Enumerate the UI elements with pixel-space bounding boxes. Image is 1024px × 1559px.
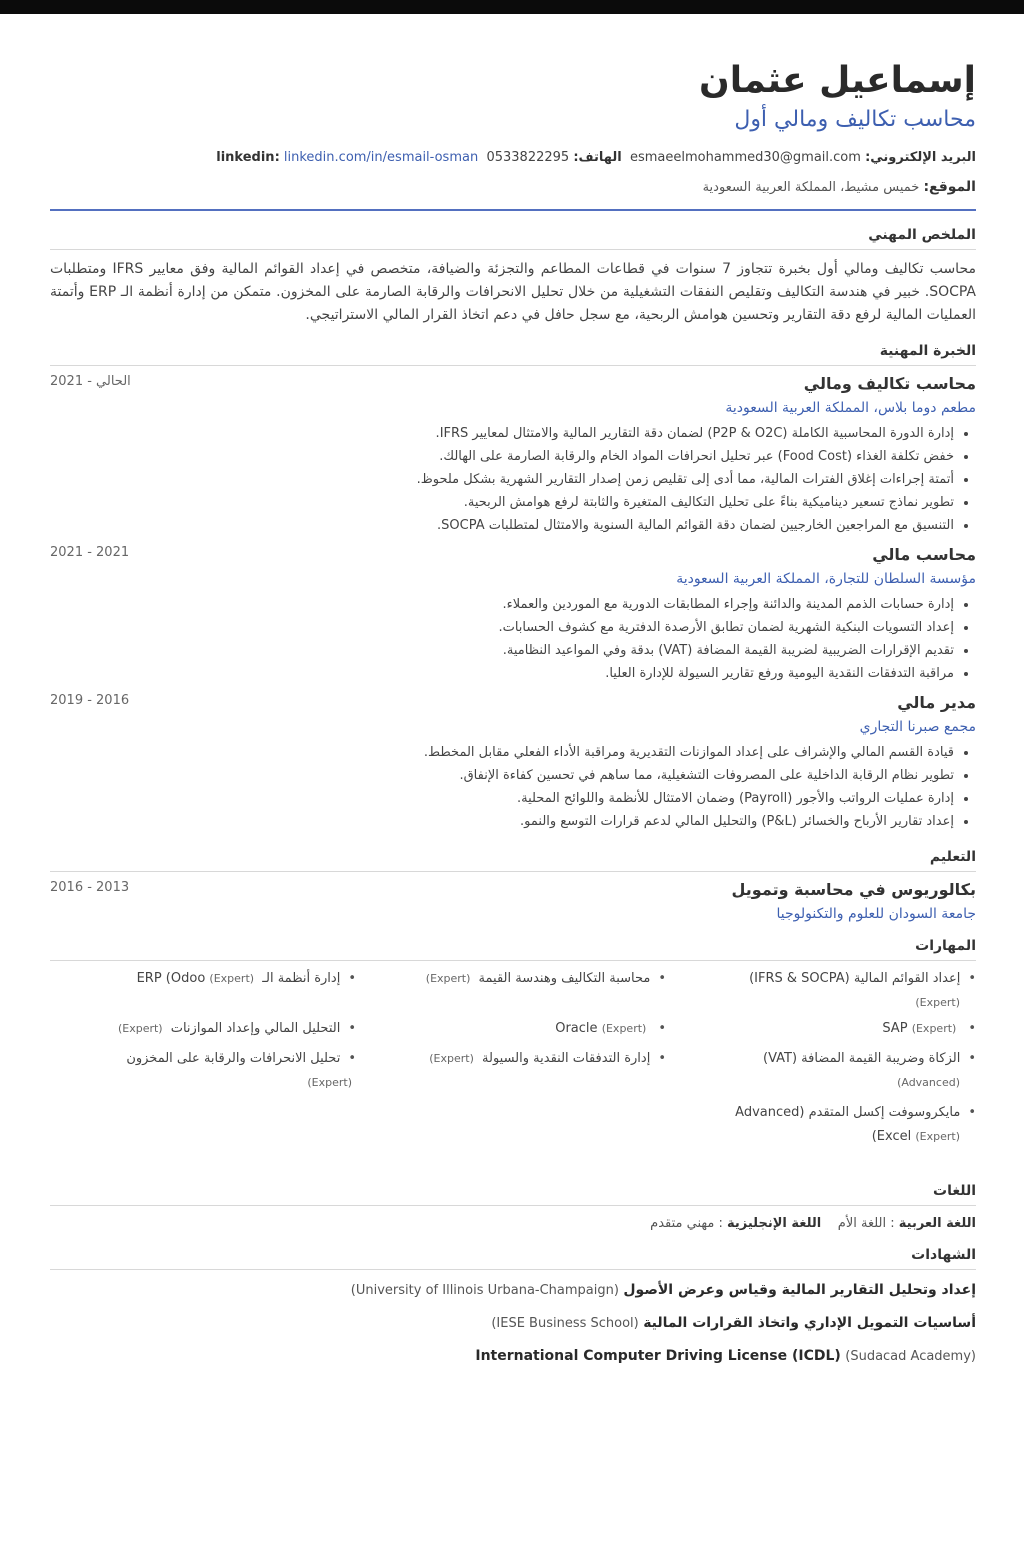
job-bullets [50,422,976,537]
list-item: • إعداد التسويات البنكية الشهرية لضمان تطابق الأرصدة الدفترية مع كشوف الحسابات. [50,616,954,639]
certificate-source: (University of Illinois Urbana-Champaign) [350,1283,619,1298]
list-item: • أتمتة إجراءات إغلاق الفترات المالية، مما أدى إلى تقليص زمن إصدار التقارير الشهرية بشكل ملحوظ. [50,468,954,491]
skill-name: إعداد القوائم المالية (IFRS & SOCPA) [749,971,961,986]
experience-heading: الخبرة المهنية [50,343,976,366]
linkedin-label: linkedin: [216,150,280,165]
job-entry [50,374,976,537]
certificate-source: (Sudacad Academy) [845,1349,976,1364]
certificate-name: International Computer Driving License (ICDL) [475,1348,841,1364]
job-entry [50,545,976,685]
skill-level: (Expert) [117,1022,163,1035]
candidate-name: إسماعيل عثمان [698,60,976,101]
list-item: • قيادة القسم المالي والإشراف على إعداد الموازنات التقديرية ومراقبة الأداء الفعلي مقابل المخطط. [50,741,954,764]
top-black-bar [0,0,1024,14]
location-row [50,179,976,195]
skill-item: •الزكاة وضريبة القيمة المضافة (VAT) (Advanced) [762,1051,976,1089]
job-bullets [50,593,976,685]
list-item: • تقديم الإقرارات الضريبية لضريبة القيمة المضافة (VAT) بدقة وفي المواعيد النظامية. [50,639,954,662]
school-name: جامعة السودان للعلوم والتكنولوجيا [776,906,976,922]
linkedin-link[interactable]: linkedin.com/in/esmail-osman [283,150,479,165]
skill-item: •مايكروسوفت إكسل المتقدم (Advanced (Expert) Excel) [735,1105,976,1144]
job-bullets [50,741,976,833]
skill-name: التحليل المالي وإعداد الموازنات [170,1021,341,1036]
phone-value[interactable]: 0533822295 [486,150,570,165]
skill-level: (Expert) [307,1076,352,1089]
list-item: • إعداد تقارير الأرباح والخسائر (P&L) والتحليل المالي لدعم قرارات التوسع والنمو. [50,810,954,833]
job-role: محاسب تكاليف ومالي [803,374,976,393]
location-label: الموقع: [923,179,976,195]
skill-level: (Expert) [915,996,960,1009]
skill-item: •التحليل المالي وإعداد الموازنات (Expert) [117,1021,356,1036]
certificate-item [50,1344,976,1369]
job-entry [50,693,976,833]
list-item: • إدارة عمليات الرواتب والأجور (Payroll) وضمان الامتثال للأنظمة واللوائح المحلية. [50,787,954,810]
skill-name: تحليل الانحرافات والرقابة على المخزون [126,1051,341,1066]
english-level: : مهني متقدم [650,1216,723,1231]
phone-label: الهاتف: [573,150,622,165]
skill-level: (Expert) [911,1022,957,1035]
skill-name: محاسبة التكاليف وهندسة القيمة [478,971,651,986]
certificates-heading: الشهادات [50,1247,976,1270]
summary-text: محاسب تكاليف ومالي أول بخبرة تتجاوز 7 سنوات في قطاعات المطاعم والتجزئة والضيافة، متخصص في إعداد القوائم المالية وفق معايير IFRS ومتطلبات SOCPA. خبير في هندسة التكاليف وتقليص النفقات التشغيلية من خلال تحليل الانحرافات والرقابة الصارمة على المخزون. متمكن من إدارة أنظمة الـ ERP وأتمتة العمليات المالية لرفع دقة التقارير وتحسين هوامش الربحية، مع سجل حافل في دعم اتخاذ القرار المالي الاستراتيجي. [50,261,976,323]
job-company: مجمع صبرنا التجاري [859,719,976,735]
skill-level: (Expert) [915,1130,960,1143]
arabic-label: اللغة العربية [898,1216,976,1231]
skill-item: •Oracle (Expert) [555,1021,666,1036]
degree-title: بكالوريوس في محاسبة وتمويل [731,880,976,899]
skill-name: إدارة أنظمة الـ ERP (Odoo [136,971,341,986]
education-entry [50,880,976,922]
certificate-source: (IESE Business School) [491,1316,639,1331]
job-dates: 2021 - 2021 [50,545,130,560]
skill-item: •تحليل الانحرافات والرقابة على المخزون (Expert) [126,1051,356,1089]
header-divider [50,209,976,211]
job-role: مدير مالي [897,693,976,712]
skill-item: •إعداد القوائم المالية (IFRS & SOCPA) (Expert) [749,971,976,1009]
skill-level: (Expert) [429,1052,474,1065]
contact-row [50,149,976,167]
certificate-name: إعداد وتحليل التقارير المالية وقياس وعرض الأصول [623,1282,976,1298]
job-company: مطعم دوما بلاس، المملكة العربية السعودية [725,400,976,416]
skill-name: مايكروسوفت إكسل المتقدم (Advanced [735,1105,961,1120]
email-label: البريد الإلكتروني: [865,150,976,165]
list-item: • مراقبة التدفقات النقدية اليومية ورفع تقارير السيولة للإدارة العليا. [50,662,954,685]
skills-grid [50,967,976,1167]
list-item: • التنسيق مع المراجعين الخارجيين لضمان دقة القوائم المالية السنوية والامتثال لمتطلبات SOCPA. [50,514,954,537]
skill-level: (Expert) [425,972,471,985]
skill-extra: Excel) [871,1129,912,1144]
skill-item: •SAP (Expert) [882,1021,976,1036]
skill-level: (Expert) [601,1022,647,1035]
job-dates: 2019 - 2016 [50,693,130,708]
resume-content [50,14,976,1369]
list-item: • إدارة الدورة المحاسبية الكاملة (P2P & O2C) لضمان دقة التقارير المالية والامتثال لمعايير IFRS. [50,422,954,445]
skill-level: (Advanced) [897,1076,960,1089]
skill-item: •محاسبة التكاليف وهندسة القيمة (Expert) [425,971,666,986]
certificate-item [50,1311,976,1336]
skill-name: الزكاة وضريبة القيمة المضافة (VAT) [762,1051,961,1066]
summary-heading: الملخص المهني [50,227,976,250]
list-item: • تطوير نظام الرقابة الداخلية على المصروفات التشغيلية، مما ساهم في تحسين كفاءة الإنفاق. [50,764,954,787]
email-value[interactable]: esmaeelmohammed30@gmail.com [629,150,861,165]
resume-page [0,14,1024,1559]
candidate-title: محاسب تكاليف ومالي أول [734,107,976,132]
skill-name: SAP [882,1021,908,1036]
languages-heading: اللغات [50,1183,976,1206]
skills-heading: المهارات [50,938,976,961]
skill-level: (Expert) [209,972,255,985]
education-dates: 2016 - 2013 [50,880,130,895]
arabic-level: : اللغة الأم [837,1216,895,1231]
certificate-name: أساسيات التمويل الإداري واتخاذ القرارات المالية [643,1315,976,1331]
english-label: اللغة الإنجليزية [727,1216,822,1231]
certificate-item [50,1278,976,1303]
job-company: مؤسسة السلطان للتجارة، المملكة العربية السعودية [676,571,976,587]
skill-item: •إدارة التدفقات النقدية والسيولة (Expert) [429,1051,666,1066]
languages-row [50,1216,976,1231]
list-item: • إدارة حسابات الذمم المدينة والدائنة وإجراء المطابقات الدورية مع الموردين والعملاء. [50,593,954,616]
job-dates: 2021 - الحالي [50,374,131,389]
skill-item: •إدارة أنظمة الـ ERP (Odoo (Expert) [136,971,356,986]
job-role: محاسب مالي [872,545,976,564]
skill-name: Oracle [555,1021,598,1036]
skill-name: إدارة التدفقات النقدية والسيولة [482,1051,651,1066]
list-item: • تطوير نماذج تسعير ديناميكية بناءً على تحليل التكاليف المتغيرة والثابتة لرفع هوامش الربحية. [50,491,954,514]
location-value: خميس مشيط، المملكة العربية السعودية [702,180,920,195]
list-item: • خفض تكلفة الغذاء (Food Cost) عبر تحليل انحرافات المواد الخام والرقابة الصارمة على الهالك. [50,445,954,468]
education-heading: التعليم [50,849,976,872]
